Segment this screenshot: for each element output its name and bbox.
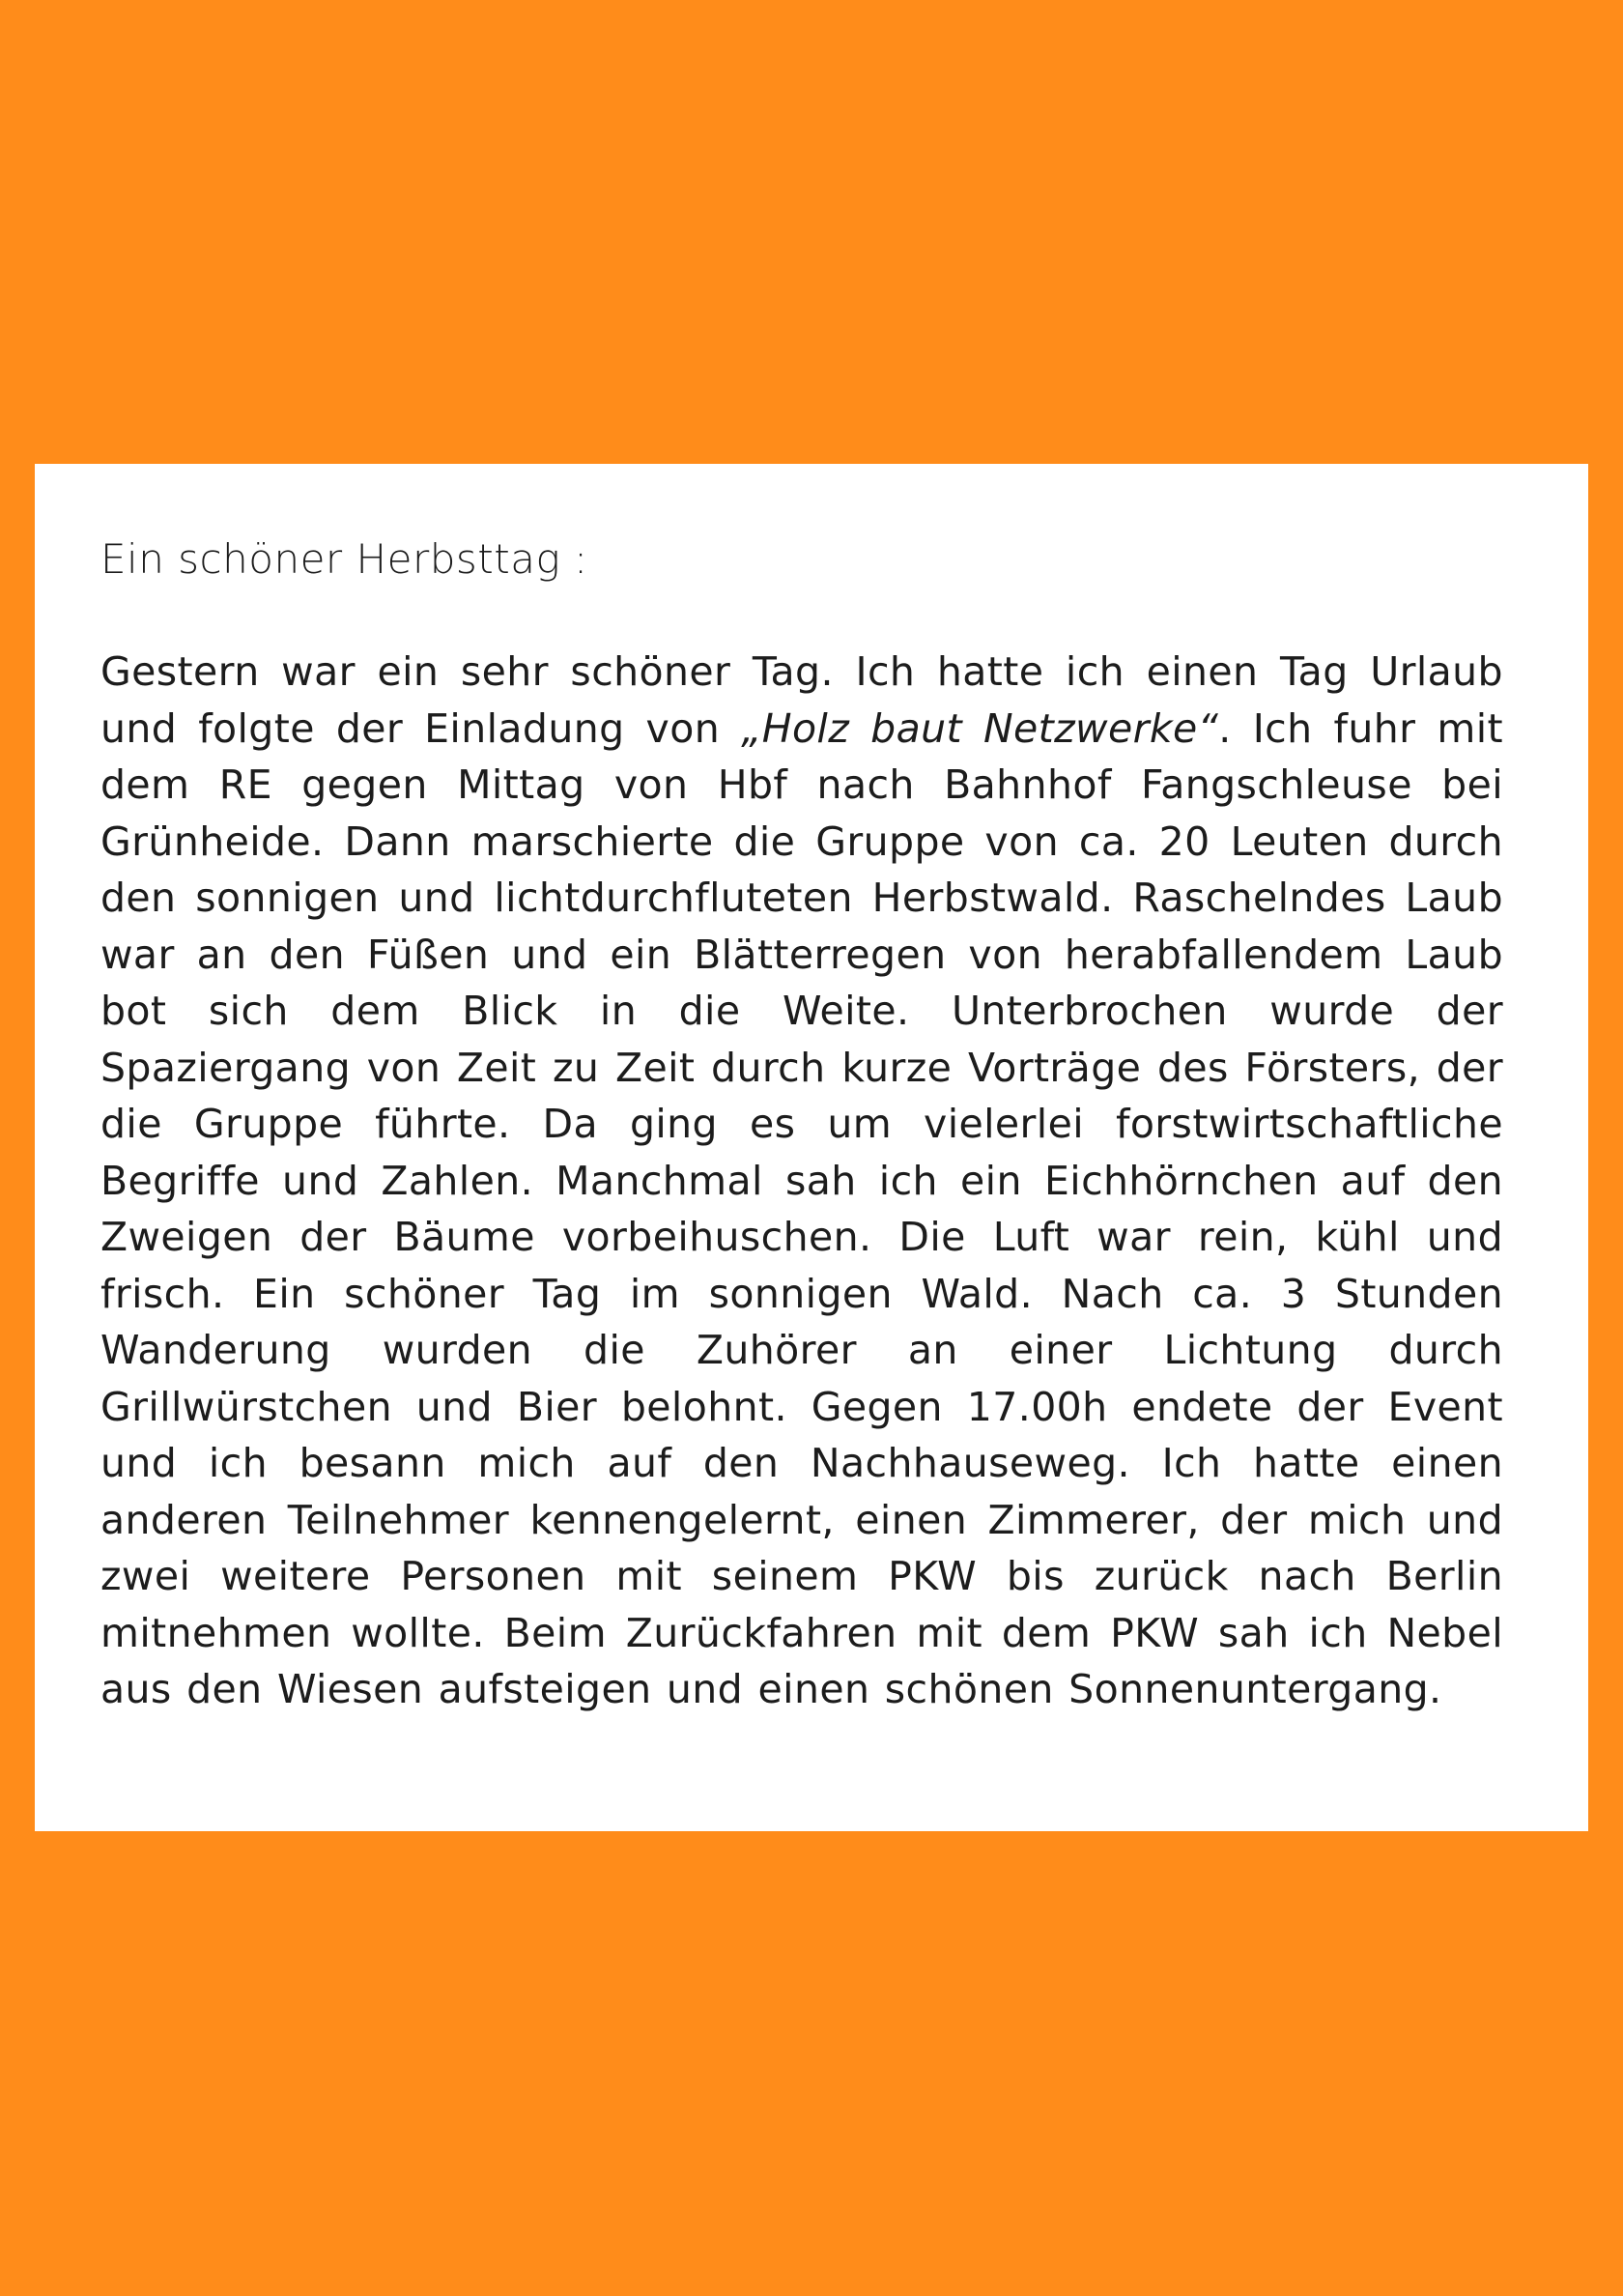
text-card: [35, 464, 1588, 1831]
quoted-title: „Holz baut Netzwerke“: [741, 704, 1219, 752]
document-title: Ein schöner Herbsttag :: [100, 535, 588, 583]
paragraph-text-start: Gestern war ein sehr schöner Tag. Ich hatte ich einen Tag Urlaub und folgte der Einladung von: [100, 648, 1503, 752]
paragraph-text-rest: . Ich fuhr mit dem RE gegen Mittag von Hbf nach Bahnhof Fangschleuse bei Grünheide. Dann marschierte die Gruppe von ca. 20 Leuten durch den sonnigen und lichtdurchfluteten Herbstwald. Raschelndes Laub war an den Füßen und ein Blätterregen von herabfallendem Laub bot sich dem Blick in die Weite. Unterbrochen wurde der Spaziergang von Zeit zu Zeit durch kurze Vorträge des Försters, der die Gruppe führte. Da ging es um vielerlei forstwirtschaftliche Begriffe und Zahlen. Manchmal sah ich ein Eichhörnchen auf den Zweigen der Bäume vorbeihuschen. Die Luft war rein, kühl und frisch. Ein schöner Tag im sonnigen Wald. Nach ca. 3 Stunden Wanderung wurden die Zuhörer an einer Lichtung durch Grillwürstchen und Bier belohnt. Gegen 17.00h endete der Event und ich besann mich auf den Nachhauseweg. Ich hatte einen anderen Teilnehmer kennengelernt, einen Zimmerer, der mich und zwei weitere Personen mit seinem PKW bis zurück nach Berlin mitnehmen wollte. Beim Zurückfahren mit dem PKW sah ich Nebel aus den Wiesen aufsteigen und einen schönen Sonnenuntergang.: [100, 704, 1503, 1712]
document-paragraph: [100, 644, 1503, 1718]
